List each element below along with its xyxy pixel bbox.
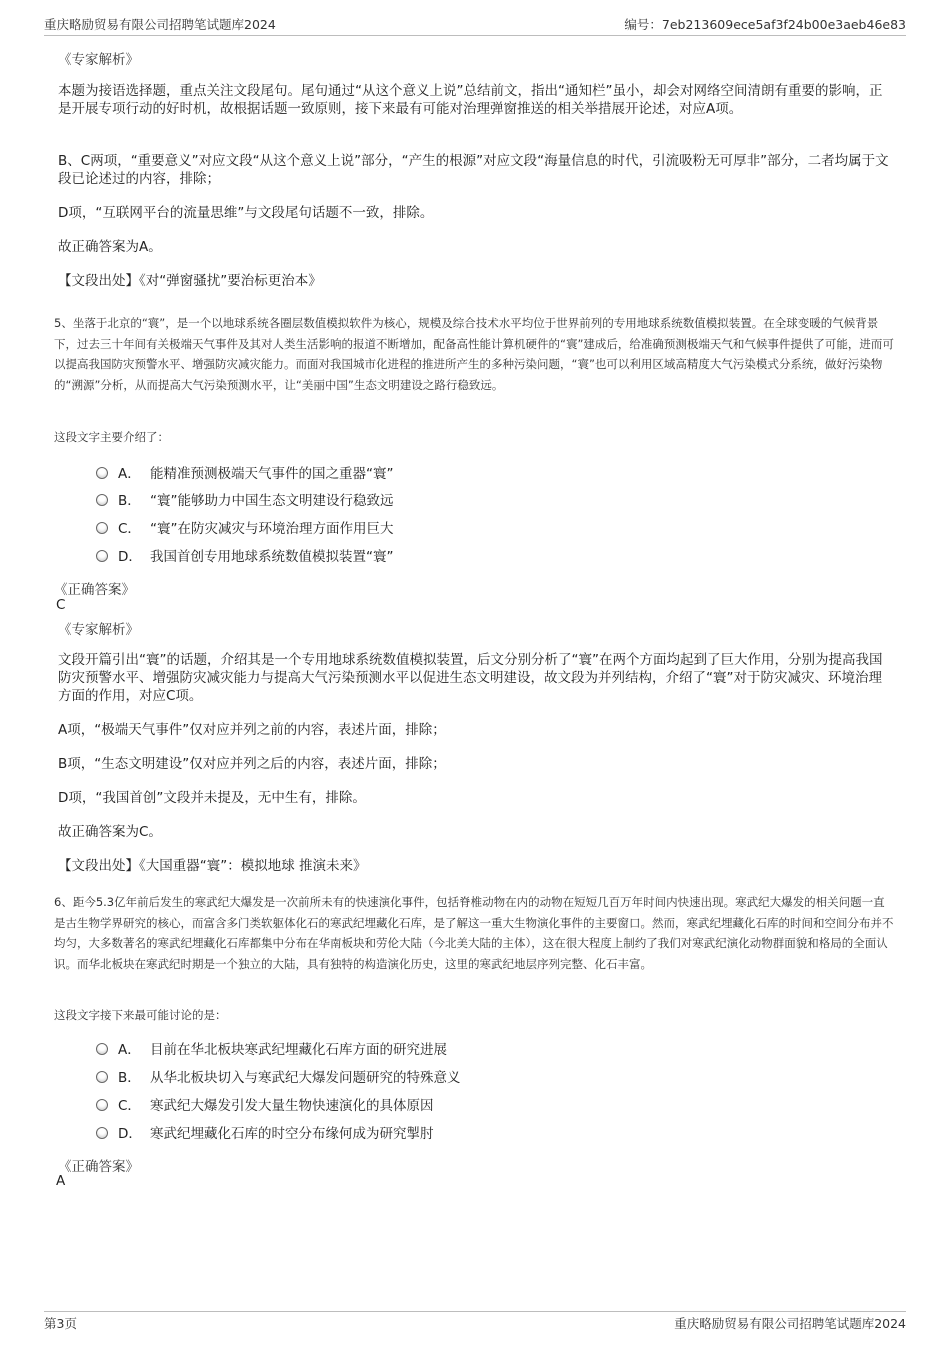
q5-answer-label: 《正确答案》 [54, 582, 135, 598]
radio-icon[interactable] [96, 1099, 108, 1111]
radio-icon[interactable] [96, 1043, 108, 1055]
q5-analysis-p3: B项，“生态文明建设”仅对应并列之后的内容，表述片面，排除； [58, 756, 446, 772]
footer-left: 第3页 [44, 1316, 77, 1331]
q6-stem: 6、距今5.3亿年前后发生的寒武纪大爆发是一次前所未有的快速演化事件，包括脊椎动物在内的动物在短短几百万年时间内快速出现。寒武纪大爆发的相关问题一直是古生物学界研究的核心，而富含多门类软躯体化石的寒武纪埋藏化石库，是了解这一重大生物演化事件的主要窗口。然而，寒武纪埋藏化石库的时间和空间分布并不均匀，大多数著名的寒武纪埋藏化石库都集中分布在华南板块和劳伦大陆（今北美大陆的主体），这在很大程度上制约了我们对寒武纪演化动物群面貌和格局的全面认识。而华北板块在寒武纪时期是一个独立的大陆，具有独特的构造演化历史，这里的寒武纪地层序列完整、化石丰富。 [54, 895, 894, 971]
footer-right: 重庆略励贸易有限公司招聘笔试题库2024 [674, 1316, 906, 1331]
q4-conclusion: 故正确答案为A。 [58, 239, 162, 255]
q5-option-c[interactable]: C． “寰”在防灾减灾与环境治理方面作用巨大 [96, 519, 394, 539]
header-right: 编号：7eb213609ece5af3f24b00e3aeb46e83 [624, 17, 906, 32]
q4-analysis-p1: 本题为接语选择题，重点关注文段尾句。尾句通过“从这个意义上说”总结前文，指出“通知栏”虽小，却会对网络空间清朗有重要的影响，正是开展专项行动的好时机，故根据话题一致原则，接下来最有可能对治理弹窗推送的相关举措展开论述，对应A项。 [58, 83, 883, 117]
q6-option-a[interactable]: A． 目前在华北板块寒武纪埋藏化石库方面的研究进展 [96, 1040, 447, 1060]
q4-analysis-p3: D项，“互联网平台的流量思维”与文段尾句话题不一致，排除。 [58, 205, 434, 221]
q5-conclusion: 故正确答案为C。 [58, 824, 162, 840]
q5-analysis-p2: A项，“极端天气事件”仅对应并列之前的内容，表述片面，排除； [58, 722, 446, 738]
q6-option-b[interactable]: B． 从华北板块切入与寒武纪大爆发问题研究的特殊意义 [96, 1068, 461, 1088]
q5-analysis-p4: D项，“我国首创”文段并未提及，无中生有，排除。 [58, 790, 366, 806]
q4-analysis-p2: B、C两项，“重要意义”对应文段“从这个意义上说”部分，“产生的根源”对应文段“海量信息的时代，引流吸粉无可厚非”部分，二者均属于文段已论述过的内容，排除； [58, 153, 889, 187]
q6-question: 这段文字接下来最可能讨论的是： [54, 1008, 227, 1022]
q5-answer: C [56, 597, 66, 613]
radio-icon[interactable] [96, 550, 108, 562]
q5-option-d[interactable]: D． 我国首创专用地球系统数值模拟装置“寰” [96, 547, 394, 567]
q4-analysis-label: 《专家解析》 [58, 52, 139, 68]
q6-option-d[interactable]: D． 寒武纪埋藏化石库的时空分布缘何成为研究掣肘 [96, 1124, 434, 1144]
radio-icon[interactable] [96, 1127, 108, 1139]
radio-icon[interactable] [96, 1071, 108, 1083]
header-divider [44, 35, 906, 36]
footer-divider [44, 1311, 906, 1312]
q5-option-a[interactable]: A． 能精准预测极端天气事件的国之重器“寰” [96, 464, 394, 484]
q5-question: 这段文字主要介绍了： [54, 430, 169, 444]
header-left: 重庆略励贸易有限公司招聘笔试题库2024 [44, 17, 276, 32]
q5-analysis-label: 《专家解析》 [58, 622, 139, 638]
q5-stem: 5、坐落于北京的“寰”，是一个以地球系统各圈层数值模拟软件为核心，规模及综合技术水平均位于世界前列的专用地球系统数值模拟装置。在全球变暖的气候背景下，过去三十年间有关极端天气事件及其对人类生活影响的报道不断增加，配备高性能计算机硬件的“寰”建成后，给准确预测极端天气和气候事件提供了可能，进而可以提高我国防灾预警水平、增强防灾减灾能力。而面对我国城市化进程的推进所产生的多种污染问题，“寰”也可以利用区域高精度大气污染模式分系统，做好污染物的“溯源”分析，从而提高大气污染预测水平，让“美丽中国”生态文明建设之路行稳致远。 [54, 316, 894, 392]
q6-option-c[interactable]: C． 寒武纪大爆发引发大量生物快速演化的具体原因 [96, 1096, 434, 1116]
radio-icon[interactable] [96, 467, 108, 479]
q6-answer-label: 《正确答案》 [58, 1159, 139, 1175]
radio-icon[interactable] [96, 494, 108, 506]
q5-option-b[interactable]: B． “寰”能够助力中国生态文明建设行稳致远 [96, 491, 394, 511]
q5-analysis-p1: 文段开篇引出“寰”的话题，介绍其是一个专用地球系统数值模拟装置，后文分别分析了“寰”在两个方面均起到了巨大作用，分别为提高我国防灾预警水平、增强防灾减灾能力与提高大气污染预测水平以促进生态文明建设，故文段为并列结构，介绍了“寰”对于防灾减灾、环境治理方面的作用，对应C项。 [58, 652, 883, 704]
q5-source: 【文段出处】《大国重器“寰”：模拟地球 推演未来》 [58, 858, 367, 874]
q6-answer: A [56, 1173, 66, 1189]
radio-icon[interactable] [96, 522, 108, 534]
q4-source: 【文段出处】《对“弹窗骚扰”要治标更治本》 [58, 273, 322, 289]
